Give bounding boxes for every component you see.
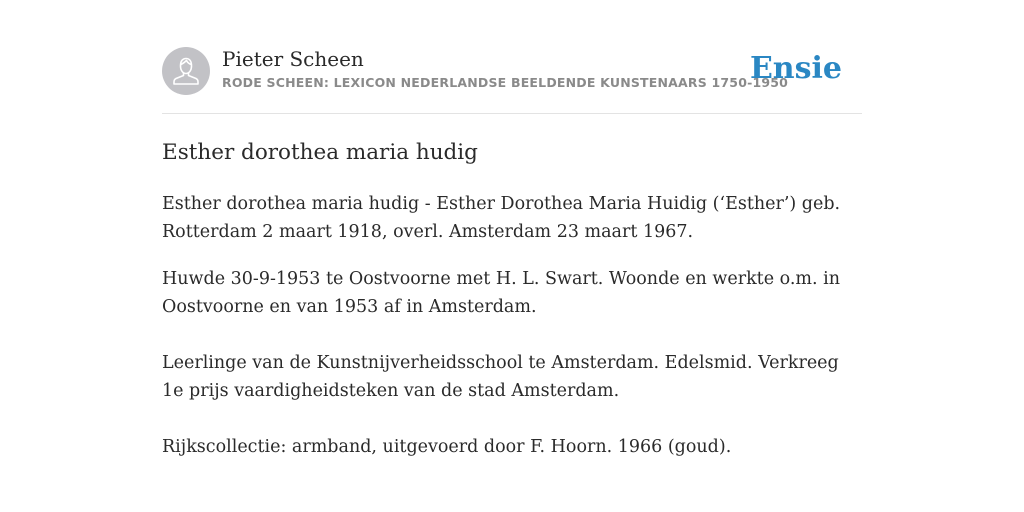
- article-paragraph: Huwde 30-9-1953 te Oostvoorne met H. L. Swart. Woonde en werkte o.m. in Oostvoorne en van 1953 af in Amsterdam.: [162, 269, 841, 317]
- author-name[interactable]: Pieter Scheen: [222, 47, 364, 71]
- author-avatar[interactable]: [162, 47, 210, 95]
- article-paragraph: Esther dorothea maria hudig - Esther Dorothea Maria Huidig (‘Esther’) geb. Rotterdam 2 maart 1918, overl. Amsterdam 23 maart 1967.: [162, 194, 841, 242]
- author-header: [162, 47, 862, 113]
- source-title[interactable]: RODE SCHEEN: LEXICON NEDERLANDSE BEELDENDE KUNSTENAARS 1750-1950: [222, 75, 789, 90]
- user-silhouette-icon: [162, 47, 210, 95]
- article-title: Esther dorothea maria hudig: [162, 140, 478, 165]
- article-paragraph: Rijkscollectie: armband, uitgevoerd door F. Hoorn. 1966 (goud).: [162, 437, 732, 457]
- article-paragraph: Leerlinge van de Kunstnijverheidsschool te Amsterdam. Edelsmid. Verkreeg 1e prijs vaardigheidsteken van de stad Amsterdam.: [162, 353, 839, 401]
- ensie-logo[interactable]: Ensie: [749, 51, 842, 86]
- header-divider: [162, 113, 862, 114]
